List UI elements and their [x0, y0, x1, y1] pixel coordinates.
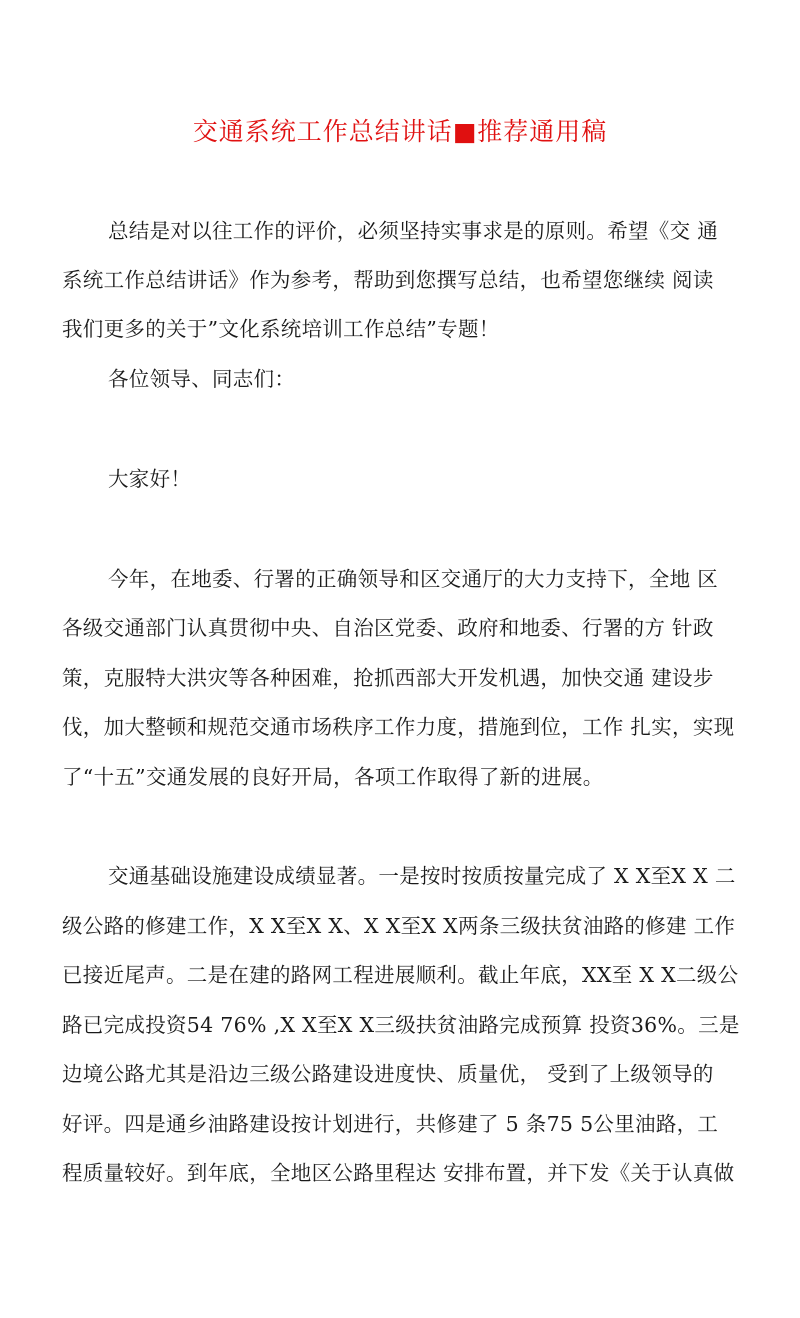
- paragraph-line: 已接近尾声。二是在建的路网工程进展顺利。截止年底，XX至 X X二级公: [62, 963, 739, 987]
- paragraph-line: 交通基础设施建设成绩显著。一是按时按质按量完成了 X X至X X 二: [108, 864, 736, 888]
- paragraph-line: 边境公路尤其是沿边三级公路建设进度快、质量优， 受到了上级领导的: [62, 1062, 714, 1086]
- paragraph-line: 各级交通部门认真贯彻中央、自治区党委、政府和地委、行署的方 针政: [62, 616, 714, 640]
- intro-line: 总结是对以往工作的评价，必须坚持实事求是的原则。希望《交 通: [108, 219, 719, 243]
- paragraph-line: 今年，在地委、行署的正确领导和区交通厅的大力支持下，全地 区: [108, 567, 719, 591]
- intro-line: 我们更多的关于”文化系统培训工作总结”专题！: [62, 317, 500, 341]
- intro-line: 系统工作总结讲话》作为参考，帮助到您撰写总结，也希望您继续 阅读: [62, 268, 714, 292]
- paragraph-line: 程质量较好。到年底，全地区公路里程达 安排布置，并下发《关于认真做: [62, 1161, 735, 1185]
- greeting: 大家好！: [108, 467, 192, 491]
- paragraph-line: 级公路的修建工作，X X至X X、X X至X X两条三级扶贫油路的修建 工作: [62, 914, 736, 938]
- document-title: 交通系统工作总结讲话■推荐通用稿: [192, 117, 608, 146]
- salutation: 各位领导、同志们：: [108, 367, 296, 391]
- paragraph-line: 好评。四是通乡油路建设按计划进行，共修建了 5 条75 5公里油路，工: [62, 1112, 719, 1136]
- paragraph-line: 策，克服特大洪灾等各种困难，抢抓西部大开发机遇，加快交通 建设步: [62, 666, 714, 690]
- paragraph-line: 路已完成投资54 76% ,X X至X X三级扶贫油路完成预算 投资36%。三是: [62, 1013, 740, 1037]
- paragraph-line: 了“十五”交通发展的良好开局，各项工作取得了新的进展。: [62, 765, 604, 789]
- paragraph-line: 伐，加大整顿和规范交通市场秩序工作力度，措施到位，工作 扎实，实现: [62, 715, 735, 739]
